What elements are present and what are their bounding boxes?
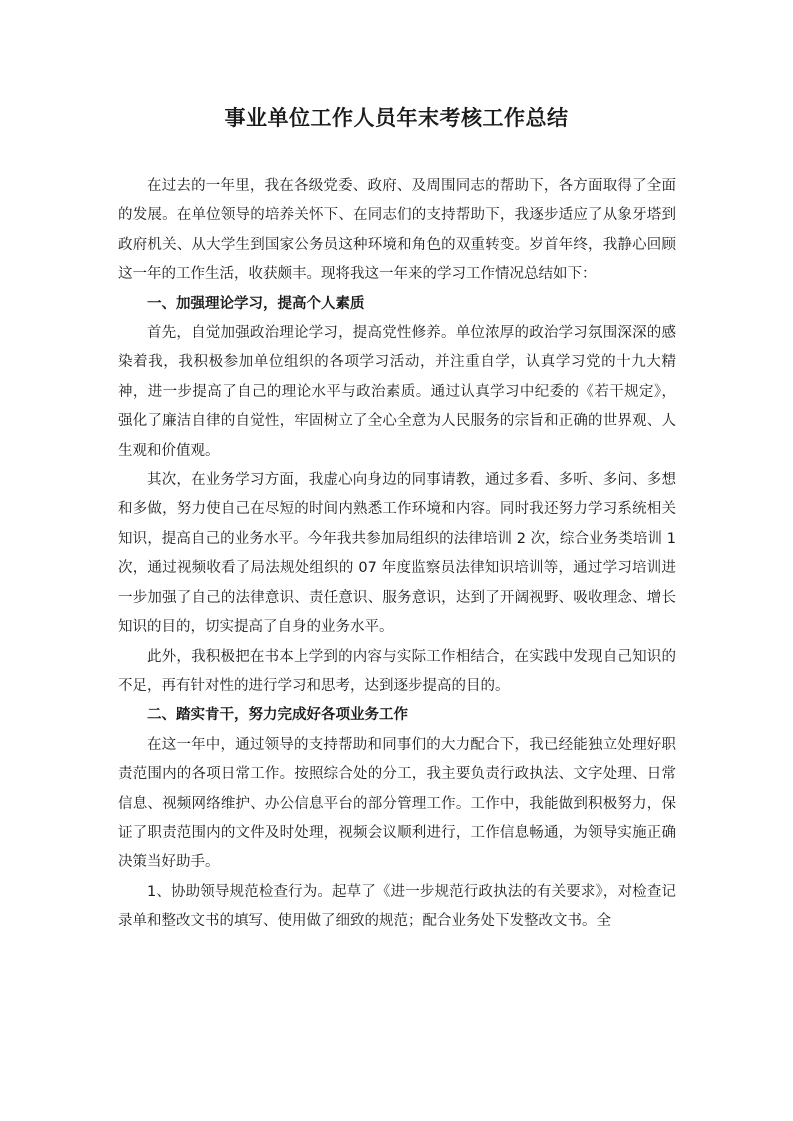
section-heading-2: 二、踏实肯干，努力完成好各项业务工作 bbox=[147, 707, 408, 724]
paragraph-political-study: 首先，自觉加强政治理论学习，提高党性修养。单位浓厚的政治学习氛围深深的感染着我，我积极参加单位组织的各项学习活动，并注重自学，认真学习党的十九大精神，进一步提高了自己的理论水平与政治素质。通过认真学习中纪委的《若干规定》，强化了廉洁自律的自觉性，牢固树立了全心全意为人民服务的宗旨和正确的世界观、人生观和价值观。 bbox=[118, 325, 676, 459]
paragraph-intro: 在过去的一年里，我在各级党委、政府、及周围同志的帮助下，各方面取得了全面的发展。在单位领导的培养关怀下、在同志们的支持帮助下，我逐步适应了从象牙塔到政府机关、从大学生到国家公务员这种环境和角色的双重转变。岁首年终，我静心回顾这一年的工作生活，收获颇丰。现将我这一年来的学习工作情况总结如下： bbox=[118, 178, 676, 283]
paragraph-inspection: 1、协助领导规范检查行为。起草了《进一步规范行政执法的有关要求》，对检查记录单和整改文书的填写、使用做了细致的规范；配合业务处下发整改文书。全 bbox=[118, 883, 676, 930]
paragraph-business-study: 其次，在业务学习方面，我虚心向身边的同事请教，通过多看、多听、多问、多想和多做，努力使自己在尽短的时间内熟悉工作环境和内容。同时我还努力学习系统相关知识，提高自己的业务水平。今年我共参加局组织的法律培训 2 次，综合业务类培训 1 次，通过视频收看了局法规处组织的 07 年度监察员法律知识培训等，通过学习培训进一步加强了自己的法律意识、责任意识、服务意识，达到了开阔视野、吸收理念、增长知识的目的，切实提高了自身的业务水平。 bbox=[118, 472, 676, 636]
section-heading-1: 一、加强理论学习，提高个人素质 bbox=[147, 295, 365, 312]
document-title: 事业单位工作人员年末考核工作总结 bbox=[224, 106, 569, 130]
document-body bbox=[118, 172, 676, 937]
paragraph-daily-work: 在这一年中，通过领导的支持帮助和同事们的大力配合下，我已经能独立处理好职责范围内的各项日常工作。按照综合处的分工，我主要负责行政执法、文字处理、日常信息、视频网络维护、办公信息平台的部分管理工作。工作中，我能做到积极努力，保证了职责范围内的文件及时处理，视频会议顺利进行，工作信息畅通，为领导实施正确决策当好助手。 bbox=[118, 736, 676, 871]
paragraph-practice: 此外，我积极把在书本上学到的内容与实际工作相结合，在实践中发现自己知识的不足，再有针对性的进行学习和思考，达到逐步提高的目的。 bbox=[118, 648, 676, 694]
